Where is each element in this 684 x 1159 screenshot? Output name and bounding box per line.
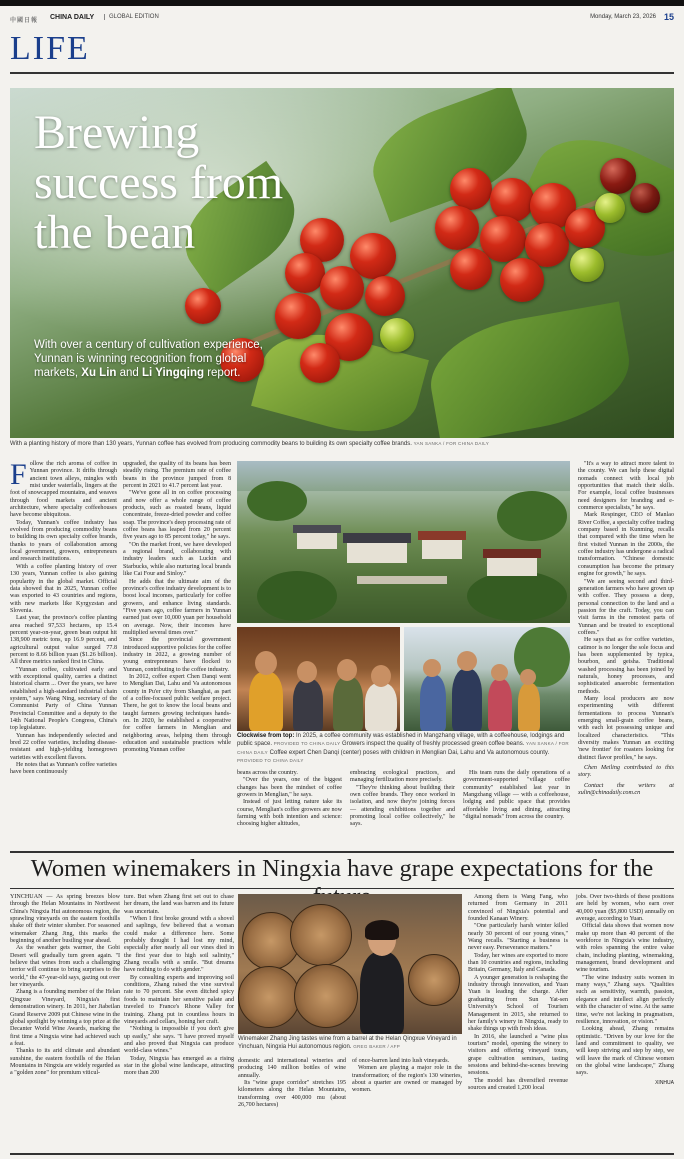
wine-barrel — [290, 904, 352, 966]
story2-col1 — [10, 894, 120, 1078]
winemaker-photo — [238, 894, 462, 1034]
path — [357, 576, 447, 584]
paragraph: Today, Yunnan's coffee industry has evolved from producing commodity beans to building its own specialty coffee brands, thanks to years of collaboration among local government, growers, entrepreneurs and research institutions. — [10, 519, 117, 563]
coffee-cherry — [380, 318, 414, 352]
photo-credit: PROVIDED TO CHINA DAILY — [237, 757, 304, 763]
coffee-cherry — [570, 248, 604, 282]
roof — [418, 531, 466, 540]
person-head — [491, 664, 508, 681]
tree — [247, 481, 307, 521]
edition-label: GLOBAL EDITION — [104, 14, 159, 20]
person-head — [457, 651, 477, 671]
coffee-cherry — [600, 158, 636, 194]
story2-col2 — [124, 894, 234, 1078]
deck-end: report. — [207, 367, 241, 379]
story-credit: XINHUA — [655, 1079, 674, 1086]
paragraph: In 2016, she launched a "wine plus tourism" model, opening the winery to visitors and offering vineyard tours, grape cultivation seminars, tasting sessions and behind-the-scenes brewing sessions. — [468, 1033, 568, 1077]
photo-credit: YAN SANKA / FOR CHINA DAILY — [413, 441, 490, 446]
paragraph: "One particularly harsh winter killed nearly 30 percent of our young vines," Wang recalls. "Starting a business is never easy. Perseverance matters." — [468, 923, 568, 952]
story2-col3a — [238, 1058, 346, 1109]
paragraph: upgraded, the quality of its beans has been steadily rising. The premium rate of coffee beans in the province jumped from 8 percent in 2021 to 41.7 percent last year. — [123, 461, 231, 490]
paragraph: As the weather gets warmer, the Gobi Desert will gradually turn green again. "I believe that wines from such a challenging terrior will continue to bring surprises to the world," the 47-year-old says, gazing out over her vineyards. — [10, 945, 120, 989]
top-bar — [0, 0, 684, 6]
paragraph: "Yunnan coffee, cultivated early and with exceptional quality, carries a distinct historical charm ... Over the years, we have established a high-standard industrial chain system," says Wang Ning, secretary of the Communist Party of China Yunnan Provincial Committee and a deputy to the 14th National People's Congress, China's top legislature. — [10, 666, 117, 732]
story-deck — [34, 338, 284, 380]
coffee-cherry — [450, 168, 492, 210]
paragraph: beans across the country. — [237, 770, 298, 776]
coffee-cherry — [595, 193, 625, 223]
bottom-rule — [10, 1153, 674, 1155]
person — [333, 677, 363, 731]
byline-author: Li Yingqing — [142, 367, 204, 379]
wine-barrel — [294, 964, 358, 1028]
paragraph: "When I first broke ground with a shovel and saplings, few believed that a woman could make a difference here. Some probably thought I had lost my mind, especially after nearly all our vines died in the first year due to high soil salinity," Zhang recalls with a smile. "But dreams have nothing to do with gender." — [124, 916, 234, 974]
story-headline: Brewing success from the bean — [34, 106, 284, 259]
paper-name: CHINA DAILY — [50, 14, 95, 21]
coffee-cherry — [435, 206, 479, 250]
caption-text: Coffee expert Chen Danqi (center) poses with children in Menglian Dai, Lahu and Va autonomous county. — [269, 749, 550, 756]
paragraph: Many local producers are now experimenting with different fermentations to process Yunnan's emerging small-grain coffee beans, with each lot possessing unique and localized characteristics. "This diversity makes Yunnan an exciting 'new frontier' for roasters looking for distinct flavor profiles," he says. — [578, 696, 674, 761]
paragraph: Among them is Wang Fang, who returned from Germany in 2011 convinced of Ningxia's potential and founded Kanaan Winery. — [468, 894, 568, 923]
paragraph: Official data shows that women now make up more than 40 percent of the workforce in Ningxia's wine industry, with roles spanning the entire value chain, including planting, winemaking, management, brand development and wine tourism. — [576, 923, 674, 974]
paragraph: Thanks to its arid climate and abundant sunshine, the eastern foothills of the Helan Mountains in Ningxia are widely regarded as a "golden zone" for premium viticul- — [10, 1048, 120, 1077]
paragraph: YINCHUAN — As spring breezes blow through the Helan Mountains in Northwest China's Ningxia Hui autonomous region, the sprawling vineyards on the eastern foothills shake off their winter slumber. For seasoned winemaker Zhang Jing, this marks the beginning of another bustling year ahead. — [10, 894, 120, 945]
paragraph: "On the market front, we have developed a regional brand, collaborating with industry leaders such as Luckin and Starbucks, while also nurturing local brands like Cai Four and Sinloy." — [123, 541, 231, 578]
person — [420, 675, 446, 731]
paragraph: "Over the years, one of the biggest changes has been the mindset of coffee growers in Menglian," he says. — [237, 777, 342, 799]
coffee-cherry — [275, 293, 321, 339]
coffee-cherry — [365, 276, 405, 316]
story-divider — [10, 851, 674, 853]
building — [297, 531, 337, 549]
paragraph: domestic and international wineries and producing 140 million bottles of wine annually. — [238, 1058, 346, 1079]
paragraph: jobs. Over two-thirds of these positions are held by women, who earn over 40,000 yuan ($5,800 USD) annually on average, according to Yuan. — [576, 894, 674, 923]
section-title: LIFE — [10, 30, 90, 67]
paragraph: He notes that as Yunnan's coffee varieties have been continuously — [10, 762, 117, 776]
coffee-cherry — [490, 178, 534, 222]
deck-and: and — [119, 367, 139, 379]
person — [293, 679, 323, 731]
story1-col3b — [350, 770, 455, 829]
building — [487, 556, 537, 576]
section-rule — [10, 72, 674, 74]
tree — [497, 491, 567, 541]
person-head — [337, 659, 357, 681]
paragraph: Mark Respinger, CEO of Manlao River Coffee, a specialty coffee trading company based in Kunming, recalls that compared with the time when he first visited Yunnan in the 2000s, the coffee industry has undergone a radical transformation. "Chinese domestic consumption has become the primary engine for growth," he says. — [578, 512, 674, 578]
tree — [257, 571, 337, 621]
caption-lead: Clockwise from top: — [237, 733, 295, 739]
paragraph: Looking ahead, Zhang remains optimistic. "Driven by our love for the land and commitment to quality, we will keep striving and step by step, we will leave the mark of Chinese women on the global wine landscape," Zhang says. — [576, 1026, 674, 1077]
paragraph: The model has diversified revenue sources and created 1,200 local — [468, 1077, 568, 1091]
story1-col1 — [10, 458, 117, 777]
caption-text: Winemaker Zhang Jing tastes wine from a barrel at the Helan Qingxue Vineyard in Yinchuan, Ningxia Hui autonomous region. — [238, 1036, 457, 1051]
paragraph: ollow the rich aroma of coffee in Yunnan province. It drifts through ancient town alleys, mingles with mist under waterfalls, lingers at the foot of snowcapped mountains, and weaves through food markets and ancient architecture, where specialty coffeehouses have become ubiquitous. — [10, 461, 117, 519]
coffee-cherry — [285, 253, 325, 293]
coffee-cherry — [450, 248, 492, 290]
masthead — [10, 12, 674, 26]
story2-headline: Women winemakers in Ningxia have grape expectations for the — [30, 855, 654, 882]
wine-barrel — [408, 954, 460, 1006]
children-photo — [404, 627, 570, 731]
photo-credit: YAN SANKA / FOR CHINA DAILY — [237, 741, 569, 755]
story1-col3a — [237, 770, 342, 829]
person — [365, 683, 397, 731]
leaf-shape — [422, 301, 638, 438]
village-aerial-photo — [237, 461, 570, 623]
issue-date: Monday, March 23, 2026 — [590, 14, 656, 20]
paragraph: Today, Ningxia has emerged as a rising star in the global wine landscape, attracting more than 200 — [124, 1055, 234, 1077]
story-divider — [10, 888, 674, 889]
roof — [343, 533, 411, 543]
paragraph: Last year, the province's coffee planting area reached 97,533 hectares, up 15.4 percent year-on-year, green bean output hit 138,900 metric tons, up 16.9 percent, and agricultural output value surged 77.8 percent to 8.66 billion yuan ($1.26 billion). All three metrics ranked first in China. — [10, 615, 117, 666]
caption-text: In 2025, a coffee community was established in Mangzhang village, with a coffeehouse, lodgings and public space. — [237, 733, 565, 748]
story1-col2 — [123, 461, 231, 755]
person-head — [520, 669, 536, 685]
drop-cap: F — [10, 458, 27, 491]
story2-col3b — [352, 1058, 462, 1095]
hair — [365, 920, 399, 940]
story1-col3c — [463, 770, 570, 821]
paragraph: A younger generation is reshaping the industry through innovation, and Yuan Yuan is leading the charge. After graduating from Sun Yat-sen University's School of Tourism Management in 2015, she returned to her family's winery in Ningxia, ready to shake things up with fresh ideas. — [468, 974, 568, 1033]
person-head — [371, 665, 391, 687]
paragraph: "The wine industry suits women in many ways," Zhang says. "Qualities such as sensitivity, warmth, passion, elegance and intellect align perfectly with the character of wine. At the same time, we're not lacking in pragmatism, resilience, innovation, or vision." — [576, 974, 674, 1025]
roof — [483, 549, 541, 558]
paragraph: of once-barren land into lush vineyards. — [352, 1058, 450, 1064]
paragraph: "It's a way to attract more talent to the county. We can help these digital nomads connect with local job opportunities that match their skills. For example, local coffee businesses need designers for branding and e-commerce specialists," he says. — [578, 461, 674, 512]
person — [249, 672, 283, 731]
person-head — [297, 661, 317, 683]
tree — [467, 571, 567, 621]
growers-photo — [237, 627, 400, 731]
roof — [293, 525, 341, 533]
paragraph: His team runs the daily operations of a government-supported "village coffee community" established last year in Mangzhang village — with a coffeehouse, lodging and public space that provides affordable living and dining, attracting "digital nomads" from across the country. — [463, 770, 570, 821]
person — [452, 669, 482, 731]
paragraph: He says that as for coffee varieties, catimor is no longer the sole focus and has been supplemented by typica, bourbon, and geisha. Traditional washed processing has been joined by naturals, honey processes, and sophisticated anaerobic fermentation methods. — [578, 637, 674, 695]
person-head — [423, 659, 441, 677]
story1-col4 — [578, 461, 674, 797]
paragraph: "Nothing is impossible if you don't give up easily," she says. "I have proved myself and also proved that Ningxia can produce world-class wines." — [124, 1026, 234, 1055]
coffee-cherry — [630, 183, 660, 213]
caption-text: Growers inspect the quality of freshly processed green coffee beans. — [342, 741, 525, 748]
page-number: 15 — [663, 12, 674, 22]
photo-caption — [237, 733, 570, 765]
paragraph: "We are seeing second and third-generation farmers who have grown up with coffee. They possess a deep, personal connection to the land and a passion for the craft. Today, you can visit farms in the remotest parts of Yunnan and be treated to exceptional coffees." — [578, 578, 674, 636]
contact-note: Contact the writers at xulin@chinadaily.com.cn — [578, 782, 674, 797]
coffee-cherry — [320, 266, 364, 310]
paragraph: "They're thinking about building their own coffee brands. They once worked in isolation, and now they're joining forces — attending exhibitions together and promoting local coffee collectively," he says. — [350, 784, 455, 828]
paragraph: Today, her wines are exported to more than 10 countries and regions, including Britain, Germany, Italy and Canada. — [468, 952, 568, 974]
paragraph: In 2012, coffee expert Chen Danqi went to Menglian Dai, Lahu and Va autonomous county in Pu'er city from Shanghai, as part of a coffee-focused public welfare project. There, he got to know the local beans and taught farmers growing techniques hands-on. In 2020, he established a cooperative for coffee farmers in Menglian and neighboring areas, helping them through education and sustainable practices while promoting Yunnan coffee — [123, 673, 231, 754]
paragraph: Yunnan has independently selected and bred 22 coffee varieties, including disease-resistant and high-yielding homegrown varieties with excellent flavors. — [10, 732, 117, 761]
wine-barrel — [238, 966, 300, 1028]
masthead-logo: 中國日報 — [10, 18, 39, 24]
winemaker-figure — [360, 952, 404, 1034]
paragraph: embracing ecological practices, and managing fertilization more precisely. — [350, 770, 455, 784]
paragraph: ture. But when Zhang first set out to chase her dream, the land was barren and its future was uncertain. — [124, 894, 234, 915]
contributor-note: Chen Meiling contributed to this story. — [578, 765, 674, 779]
paragraph: By consulting experts and improving soil conditions, Zhang raised the vine survival rate to 70 percent. She even ditched spicy foods to maintain her sensitive palate and traveled to France's Rhone Valley for training. Zhang put in countless hours in vineyards and cellars, honing her craft. — [124, 974, 234, 1025]
story2-col5 — [576, 894, 674, 1087]
deck-text: With over a century of cultivation experience, Yunnan is winning recognition from global markets, — [34, 339, 263, 379]
story2-col4 — [468, 894, 568, 1092]
paragraph: With a coffee planting history of over 130 years, Yunnan coffee is also gaining popularity in the global market. Official data showed that in 2025, Yunnan coffee was exported to 43 countries and regions, with new markets like Kyrgyzstan and Slovenia. — [10, 563, 117, 614]
photo-caption — [238, 1036, 462, 1052]
paragraph: He adds that the ultimate aim of the province's coffee industry development is to boost local incomes, particularly for coffee growers, and enhance living standards. "Five years ago, coffee farmers in Yunnan earned just over 10,000 yuan per household on average. Now, their incomes have multiplied several times over." — [123, 578, 231, 636]
photo-credit: GREG BAKER / AFP — [353, 1044, 400, 1050]
person-head — [255, 651, 277, 675]
caption-text: With a planting history of more than 130 years, Yunnan coffee has evolved from producing commodity beans to building its own specialty coffee brands. — [10, 441, 412, 447]
paragraph: Instead of just letting nature take its course, Menglian's coffee growers are now farming with both intention and science: choosing higher altitudes, — [237, 799, 342, 828]
hero-caption — [10, 441, 674, 447]
building — [422, 539, 462, 559]
photo-credit: PROVIDED TO CHINA DAILY — [273, 741, 341, 747]
byline-author: Xu Lin — [81, 367, 117, 379]
paragraph: Since the provincial government introduced supportive policies for the coffee industry in 2022, a growing number of young entrepreneurs have flocked to Yunnan, contributing to the coffee industry. — [123, 637, 232, 673]
coffee-cherry — [185, 288, 221, 324]
coffee-cherry — [300, 343, 340, 383]
paragraph: "We've gone all in on coffee processing and now offer a whole range of coffee products, such as roasted beans, liquid concentrate, freeze-dried powder and coffee soap. The province's deep processing rate of coffee beans has leaped from 20 percent five years ago to 85 percent today," he says. — [123, 490, 231, 541]
paragraph: Women are playing a major role in the transformation; of the region's 130 wineries, about a quarter are owned or managed by women. — [352, 1065, 462, 1094]
paragraph: Zhang is a founding member of the Helan Qingxue Vineyard, Ningxia's first demonstration winery. In 2011, her Jiabeilan Grand Reserve 2009 put Chinese wine in the global spotlight by winning a top prize at the Decanter World Wine Awards, marking the first time a Ningxia wine had achieved such a feat. — [10, 989, 120, 1047]
building — [347, 541, 407, 563]
paragraph: Its "wine grape corridor" stretches 195 kilometers along the Helan Mountains, transforming over 400,000 mu (about 26,700 hectares) — [238, 1080, 346, 1109]
person — [488, 679, 512, 731]
hero-photo — [10, 88, 674, 438]
coffee-cherry — [500, 258, 544, 302]
person — [518, 683, 540, 731]
